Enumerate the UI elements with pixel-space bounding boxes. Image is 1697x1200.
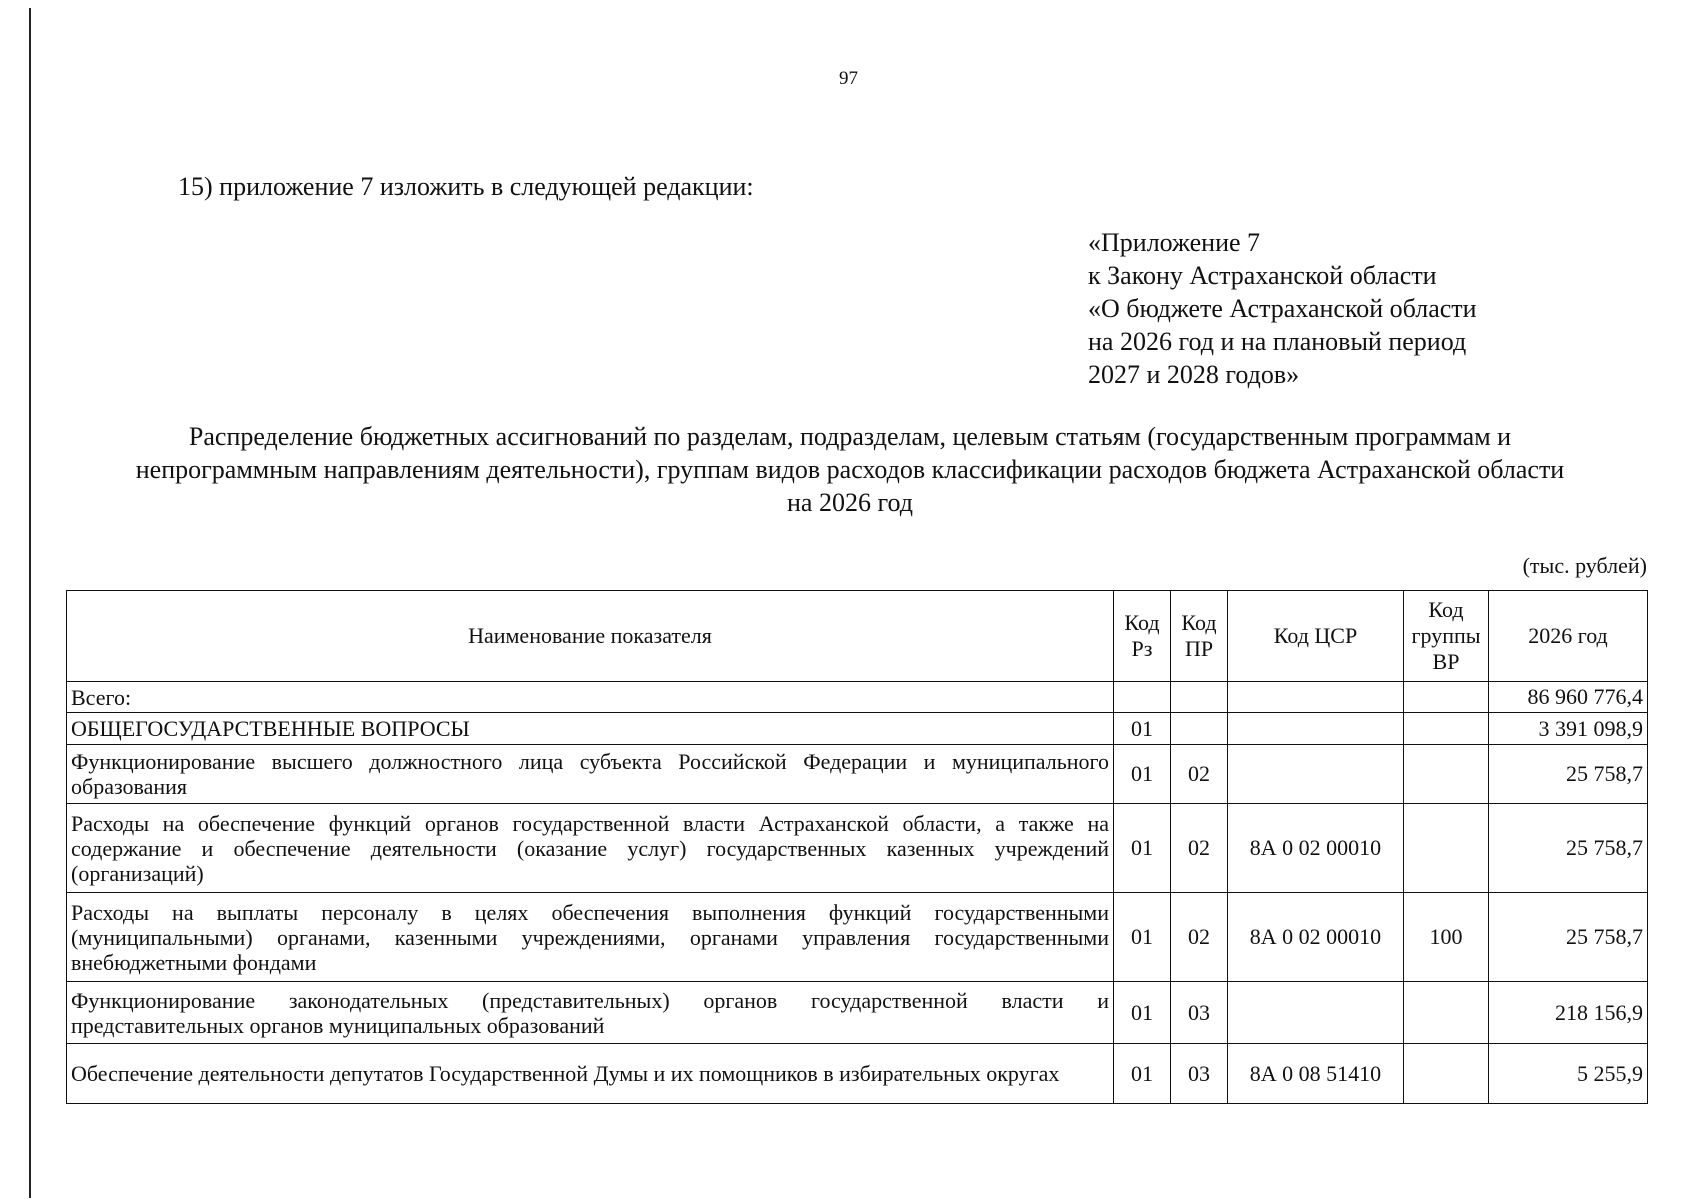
row-pr: 02: [1171, 804, 1228, 893]
annex-line: к Закону Астраханской области: [1088, 261, 1437, 290]
row-csr: [1228, 982, 1404, 1044]
row-value: 25 758,7: [1489, 745, 1648, 804]
header-vr-line: Код: [1428, 597, 1464, 622]
row-pr: 03: [1171, 982, 1228, 1044]
annex-reference: [1088, 226, 1477, 391]
row-name: Расходы на выплаты персоналу в целях обеспечения выполнения функций государственными (муниципальными) органами, казенными учреждениями, органами управления государственными внебюджетными фондами: [67, 893, 1114, 982]
header-pr-line: Код: [1181, 610, 1217, 635]
table-row: [67, 713, 1648, 745]
title-line: на 2026 год: [787, 488, 913, 517]
header-vr-line: ВР: [1432, 649, 1460, 674]
budget-table: [66, 590, 1648, 1104]
row-vr: [1404, 982, 1489, 1044]
title-line: непрограммным направлениям деятельности), группам видов расходов классификации расходов бюджета Астраханской области: [135, 455, 1565, 484]
row-value: 86 960 776,4: [1489, 682, 1648, 713]
annex-line: на 2026 год и на плановый период: [1088, 327, 1467, 356]
row-pr: 03: [1171, 1044, 1228, 1104]
row-name: Обеспечение деятельности депутатов Государственной Думы и их помощников в избирательных округах: [67, 1044, 1114, 1104]
header-rz-line: Рз: [1131, 636, 1153, 661]
row-pr: [1171, 682, 1228, 713]
row-rz: [1114, 682, 1171, 713]
row-vr: [1404, 745, 1489, 804]
row-value: 25 758,7: [1489, 893, 1648, 982]
annex-line: «О бюджете Астраханской области: [1088, 294, 1477, 323]
table-row: [67, 804, 1648, 893]
row-value: 218 156,9: [1489, 982, 1648, 1044]
annex-line: «Приложение 7: [1088, 228, 1261, 257]
row-rz: 01: [1114, 982, 1171, 1044]
header-vr-line: группы: [1411, 623, 1481, 648]
table-row: [67, 893, 1648, 982]
row-vr: [1404, 1044, 1489, 1104]
row-csr: 8А 0 02 00010: [1228, 804, 1404, 893]
row-rz: 01: [1114, 713, 1171, 745]
row-pr: [1171, 713, 1228, 745]
units-label: (тыс. рублей): [1522, 553, 1647, 578]
header-csr: Код ЦСР: [1228, 591, 1404, 682]
row-rz: 01: [1114, 745, 1171, 804]
row-rz: 01: [1114, 804, 1171, 893]
binding-line: [29, 8, 31, 1198]
row-value: 5 255,9: [1489, 1044, 1648, 1104]
row-name: Функционирование высшего должностного лица субъекта Российской Федерации и муниципального образования: [67, 745, 1114, 804]
row-csr: [1228, 713, 1404, 745]
row-pr: 02: [1171, 745, 1228, 804]
row-name: Всего:: [67, 682, 1114, 713]
row-value: 3 391 098,9: [1489, 713, 1648, 745]
intro-text: 15) приложение 7 изложить в следующей редакции:: [178, 172, 754, 201]
table-row: [67, 982, 1648, 1044]
document-title: [60, 420, 1640, 519]
header-rz: [1114, 591, 1171, 682]
header-year: 2026 год: [1489, 591, 1648, 682]
header-row: [67, 591, 1648, 682]
row-vr: [1404, 682, 1489, 713]
title-line: Распределение бюджетных ассигнований по разделам, подразделам, целевым статьям (государственным программам и: [188, 422, 1512, 451]
header-pr-line: ПР: [1184, 636, 1214, 661]
row-name: Расходы на обеспечение функций органов государственной власти Астраханской области, а также на содержание и обеспечение деятельности (оказание услуг) государственных казенных учреждений (организаций): [67, 804, 1114, 893]
header-rz-line: Код: [1124, 610, 1160, 635]
header-vr: [1404, 591, 1489, 682]
table-row: [67, 682, 1648, 713]
row-rz: 01: [1114, 1044, 1171, 1104]
row-csr: [1228, 682, 1404, 713]
row-vr: [1404, 713, 1489, 745]
annex-line: 2027 и 2028 годов»: [1088, 360, 1300, 389]
row-csr: 8А 0 02 00010: [1228, 893, 1404, 982]
table-row: [67, 1044, 1648, 1104]
row-name: Функционирование законодательных (представительных) органов государственной власти и представительных органов муниципальных образований: [67, 982, 1114, 1044]
row-vr: 100: [1404, 893, 1489, 982]
row-pr: 02: [1171, 893, 1228, 982]
row-vr: [1404, 804, 1489, 893]
row-csr: [1228, 745, 1404, 804]
table-row: [67, 745, 1648, 804]
row-name: ОБЩЕГОСУДАРСТВЕННЫЕ ВОПРОСЫ: [67, 713, 1114, 745]
header-name: Наименование показателя: [67, 591, 1114, 682]
header-pr: [1171, 591, 1228, 682]
row-rz: 01: [1114, 893, 1171, 982]
row-value: 25 758,7: [1489, 804, 1648, 893]
row-csr: 8А 0 08 51410: [1228, 1044, 1404, 1104]
page-number: 97: [839, 68, 858, 89]
